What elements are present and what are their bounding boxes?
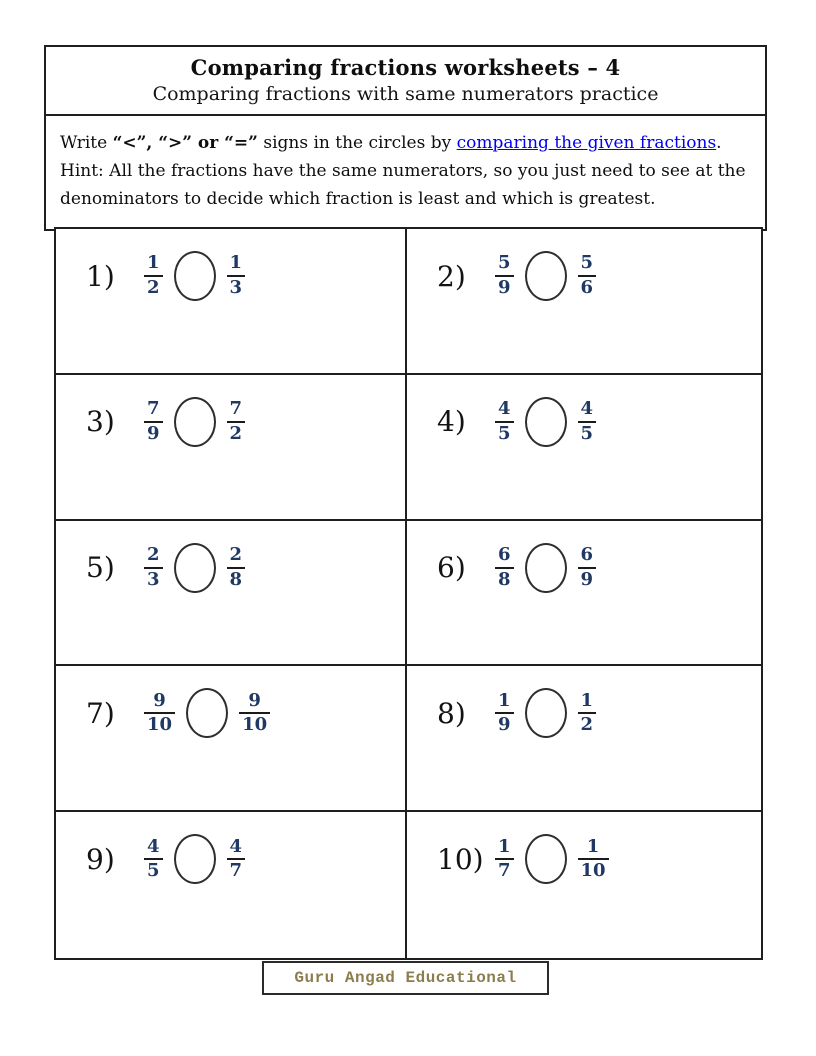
answer-circle[interactable] (525, 397, 567, 447)
numerator: 5 (498, 252, 511, 274)
problem-number: 8) (437, 696, 466, 730)
denominator: 8 (495, 567, 514, 591)
denominator: 10 (239, 712, 270, 736)
problem (86, 828, 405, 890)
instructions-section (46, 116, 765, 229)
numerator: 9 (153, 689, 166, 711)
problem-cell-2 (407, 229, 761, 375)
numerator: 1 (147, 252, 160, 274)
problem-number: 5) (86, 551, 115, 585)
fraction-right (227, 253, 246, 298)
numerator: 5 (580, 252, 594, 274)
instruction-period: . (716, 133, 722, 153)
brand-text: Guru Angad Educational (294, 969, 517, 987)
fraction-right (227, 545, 246, 590)
denominator: 9 (578, 567, 597, 591)
problem (86, 537, 405, 599)
brand-box (262, 961, 549, 995)
problem-number: 10) (437, 842, 484, 876)
denominator: 2 (578, 712, 597, 736)
answer-circle[interactable] (174, 397, 216, 447)
numerator: 1 (580, 689, 594, 711)
page-title: Comparing fractions worksheets – 4 (190, 55, 621, 80)
numerator: 4 (580, 398, 594, 420)
denominator: 9 (144, 421, 163, 445)
problem (437, 537, 761, 599)
problem (437, 391, 761, 453)
denominator: 3 (144, 567, 163, 591)
fraction-right (578, 691, 597, 736)
denominator: 7 (495, 858, 514, 882)
instruction-middle: signs in the circles by (257, 133, 457, 153)
problem-number: 4) (437, 405, 466, 439)
denominator: 2 (227, 421, 246, 445)
fraction-right (578, 545, 597, 590)
comparing-fractions-link[interactable]: comparing the given fractions (456, 133, 717, 153)
problem (86, 245, 405, 307)
numerator: 4 (229, 835, 243, 857)
problem-cell-3 (56, 375, 407, 521)
numerator: 4 (498, 398, 511, 420)
denominator: 2 (144, 275, 163, 299)
answer-circle[interactable] (174, 251, 216, 301)
instruction-line (60, 129, 751, 157)
denominator: 9 (495, 275, 514, 299)
problem-cell-6 (407, 521, 761, 667)
numerator: 2 (147, 543, 160, 565)
numerator: 6 (498, 543, 511, 565)
answer-circle[interactable] (525, 251, 567, 301)
problem-cell-4 (407, 375, 761, 521)
problem-cell-8 (407, 666, 761, 812)
numerator: 4 (147, 835, 160, 857)
fraction-left (495, 399, 514, 444)
answer-circle[interactable] (186, 688, 228, 738)
numerator: 9 (248, 689, 261, 711)
title-section (46, 47, 765, 116)
answer-circle[interactable] (525, 688, 567, 738)
problem-number: 2) (437, 259, 466, 293)
problem-cell-9 (56, 812, 407, 958)
instruction-prefix: Write (60, 133, 113, 153)
problem (86, 682, 405, 744)
problem-cell-7 (56, 666, 407, 812)
denominator: 5 (578, 421, 597, 445)
fraction-right (578, 399, 597, 444)
answer-circle[interactable] (525, 543, 567, 593)
denominator: 7 (227, 858, 246, 882)
problem-number: 1) (86, 259, 115, 293)
fraction-left (144, 545, 163, 590)
numerator: 2 (229, 543, 243, 565)
fraction-right (578, 837, 609, 882)
numerator: 6 (580, 543, 594, 565)
fraction-left (495, 837, 514, 882)
denominator: 5 (495, 421, 514, 445)
numerator: 1 (498, 835, 511, 857)
denominator: 6 (578, 275, 597, 299)
denominator: 5 (144, 858, 163, 882)
numerator: 1 (586, 835, 600, 857)
fraction-left (144, 399, 163, 444)
fraction-left (144, 837, 163, 882)
problem-cell-5 (56, 521, 407, 667)
problem (437, 245, 761, 307)
numerator: 7 (229, 398, 243, 420)
numerator: 1 (498, 689, 511, 711)
problem-number: 7) (86, 696, 115, 730)
fraction-right (227, 837, 246, 882)
problem-number: 6) (437, 551, 466, 585)
fraction-left (144, 253, 163, 298)
numerator: 1 (229, 252, 243, 274)
denominator: 3 (227, 275, 246, 299)
fraction-left (495, 691, 514, 736)
denominator: 9 (495, 712, 514, 736)
numerator: 7 (147, 398, 160, 420)
instruction-signs: “<”, “>” or “=” (112, 133, 258, 153)
fraction-left (144, 691, 175, 736)
fraction-right (227, 399, 246, 444)
problem-number: 9) (86, 842, 115, 876)
fraction-right (239, 691, 270, 736)
page-subtitle: Comparing fractions with same numerators practice (152, 83, 659, 105)
problem-number: 3) (86, 405, 115, 439)
problem (437, 682, 761, 744)
problems-table (54, 227, 763, 960)
fraction-left (495, 545, 514, 590)
fraction-right (578, 253, 597, 298)
answer-circle[interactable] (174, 834, 216, 884)
denominator: 10 (578, 858, 609, 882)
problem-cell-10 (407, 812, 761, 958)
answer-circle[interactable] (525, 834, 567, 884)
fraction-left (495, 253, 514, 298)
problem (437, 828, 761, 890)
answer-circle[interactable] (174, 543, 216, 593)
hint-line: Hint: All the fractions have the same numerators, so you just need to see at the denominators to decide which fraction is least and which is greatest. (60, 161, 746, 209)
denominator: 10 (144, 712, 175, 736)
header-box (44, 45, 767, 231)
problem (86, 391, 405, 453)
denominator: 8 (227, 567, 246, 591)
problem-cell-1 (56, 229, 407, 375)
